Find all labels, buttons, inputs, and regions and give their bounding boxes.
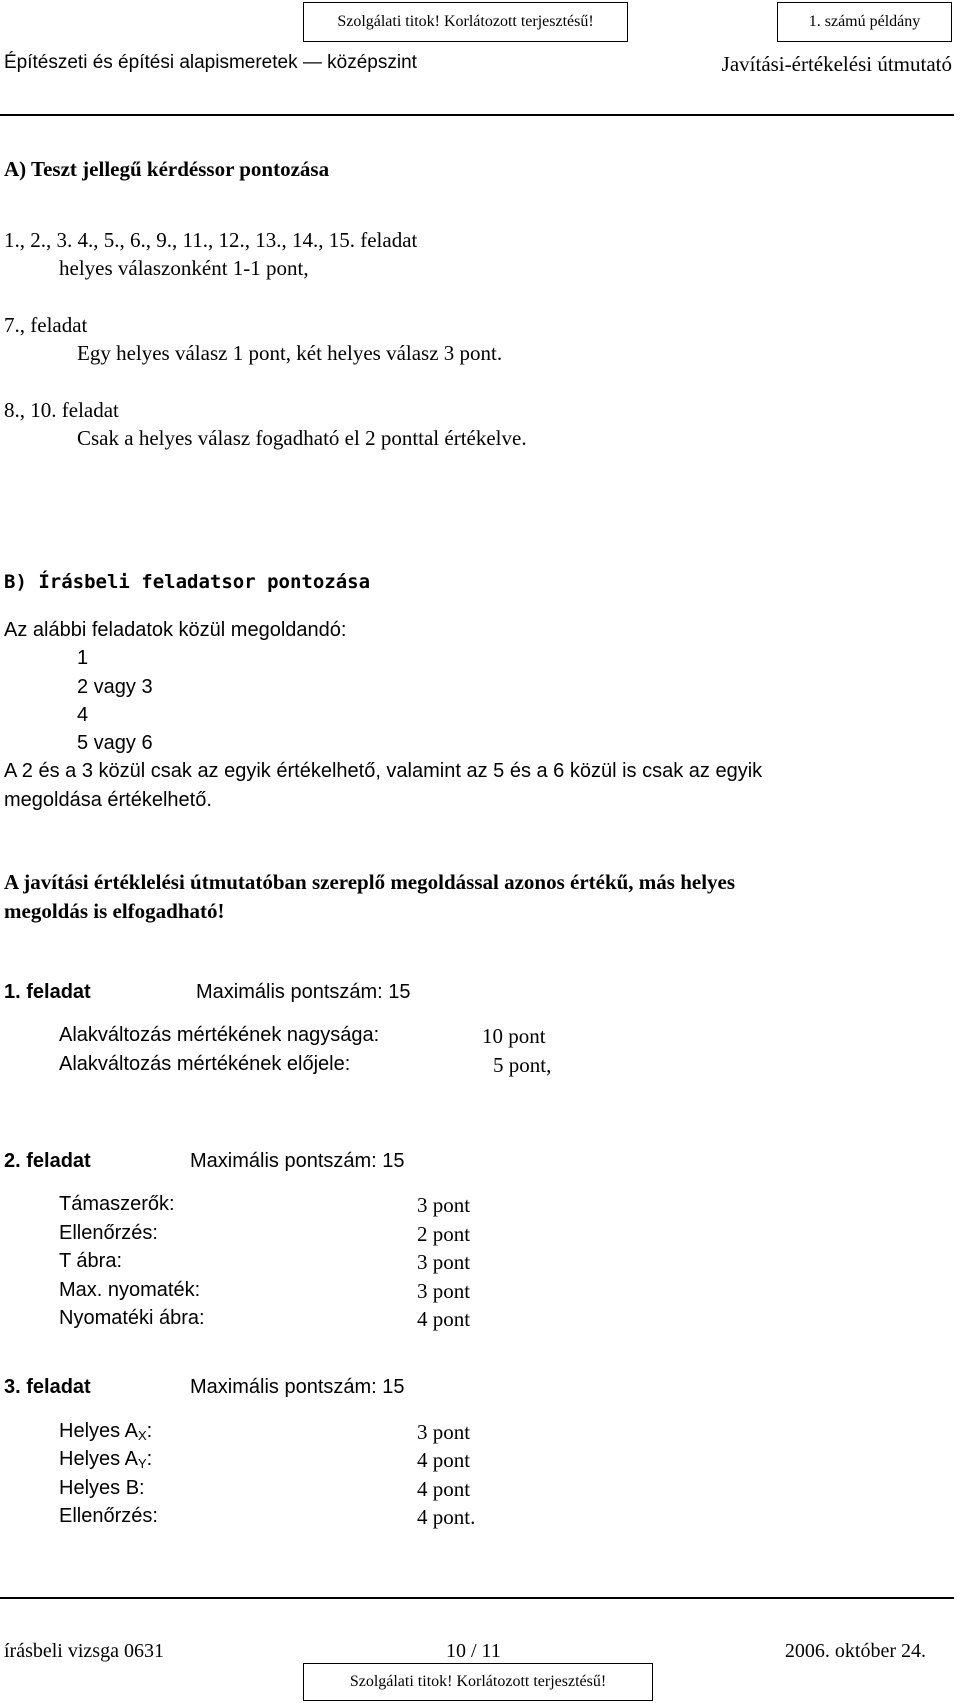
footer-divider: [0, 1597, 954, 1599]
task-3-row-3-points: 4 pont: [417, 1477, 471, 1501]
group-1-text: helyes válaszonként 1-1 pont,: [59, 256, 309, 280]
alternative-solution-note-line1: A javítási értéklelési útmutatóban szereplő megoldással azonos értékű, más helyes: [4, 870, 736, 894]
task-3-row-2-subscript: Y: [137, 1456, 147, 1471]
task-3-row-4-points: 4 pont.: [417, 1505, 476, 1529]
task-3-row-1-label: [59, 1420, 152, 1443]
confidential-stamp: Szolgálati titok! Korlátozott terjesztésű!: [303, 2, 628, 42]
group-3-title: 8., 10. feladat: [4, 398, 119, 422]
task-3-row-2-label: [59, 1448, 152, 1471]
group-1-title: 1., 2., 3. 4., 5., 6., 9., 11., 12., 13., 14., 15. feladat: [4, 228, 418, 252]
header-divider: [0, 114, 954, 116]
section-a-heading: A) Teszt jellegű kérdéssor pontozása: [4, 157, 330, 181]
required-item-3: 4: [77, 704, 89, 726]
task-1-row-1-points: 10 pont: [482, 1024, 546, 1048]
required-item-4: 5 vagy 6: [77, 732, 153, 754]
footer-confidential-stamp: Szolgálati titok! Korlátozott terjesztésű!: [303, 1663, 653, 1701]
task-1-row-1-label: Alakváltozás mértékének nagysága:: [59, 1024, 380, 1046]
group-2-title: 7., feladat: [4, 313, 88, 337]
task-3-row-2-points: 4 pont: [417, 1448, 471, 1472]
task-2-row-4-label: Max. nyomaték:: [59, 1279, 201, 1301]
subject-title: Építészeti és építési alapismeretek — középszint: [4, 52, 417, 73]
task-2-row-3-points: 3 pont: [417, 1250, 471, 1274]
task-3-title: 3. feladat: [4, 1376, 91, 1398]
selection-note-line2: megoldása értékelhető.: [4, 789, 212, 811]
task-3-row-3-label: Helyes B:: [59, 1477, 145, 1499]
section-b-heading: B) Írásbeli feladatsor pontozása: [4, 571, 371, 593]
task-2-max-points: Maximális pontszám: 15: [190, 1150, 405, 1172]
footer-exam-code: írásbeli vizsga 0631: [4, 1640, 164, 1662]
group-2-text: Egy helyes válasz 1 pont, két helyes válasz 3 pont.: [77, 341, 503, 365]
copy-number-stamp: 1. számú példány: [777, 2, 952, 42]
task-2-row-5-points: 4 pont: [417, 1307, 471, 1331]
task-3-row-1-points: 3 pont: [417, 1420, 471, 1444]
task-3-max-points: Maximális pontszám: 15: [190, 1376, 405, 1398]
task-2-row-3-label: T ábra:: [59, 1250, 122, 1272]
task-2-row-1-points: 3 pont: [417, 1193, 471, 1217]
task-3-row-1-suffix: :: [146, 1420, 153, 1442]
task-3-row-1-subscript: X: [137, 1428, 147, 1443]
required-item-1: 1: [77, 647, 89, 669]
task-1-row-2-label: Alakváltozás mértékének előjele:: [59, 1053, 351, 1075]
section-b-intro: Az alábbi feladatok közül megoldandó:: [4, 619, 347, 641]
task-3-row-2-suffix: :: [146, 1448, 153, 1470]
task-2-row-4-points: 3 pont: [417, 1279, 471, 1303]
task-2-row-2-points: 2 pont: [417, 1222, 471, 1246]
required-item-2: 2 vagy 3: [77, 676, 153, 698]
task-2-row-1-label: Támaszerők:: [59, 1193, 175, 1215]
task-1-max-points: Maximális pontszám: 15: [196, 981, 411, 1003]
task-3-row-4-label: Ellenőrzés:: [59, 1505, 158, 1527]
footer-date: 2006. október 24.: [784, 1640, 926, 1662]
selection-note-line1: A 2 és a 3 közül csak az egyik értékelhető, valamint az 5 és a 6 közül is csak az egyik: [4, 760, 763, 782]
footer-page-number: 10 / 11: [446, 1640, 501, 1662]
task-3-row-2-text: Helyes A: [59, 1448, 138, 1470]
alternative-solution-note-line2: megoldás is elfogadható!: [4, 899, 225, 923]
task-2-row-5-label: Nyomatéki ábra:: [59, 1307, 205, 1329]
document-title: Javítási-értékelési útmutató: [721, 52, 952, 76]
task-1-row-2-points: 5 pont,: [493, 1053, 552, 1077]
task-3-row-1-text: Helyes A: [59, 1420, 138, 1442]
task-2-title: 2. feladat: [4, 1150, 91, 1172]
group-3-text: Csak a helyes válasz fogadható el 2 ponttal értékelve.: [77, 426, 527, 450]
task-1-title: 1. feladat: [4, 981, 91, 1003]
task-2-row-2-label: Ellenőrzés:: [59, 1222, 158, 1244]
